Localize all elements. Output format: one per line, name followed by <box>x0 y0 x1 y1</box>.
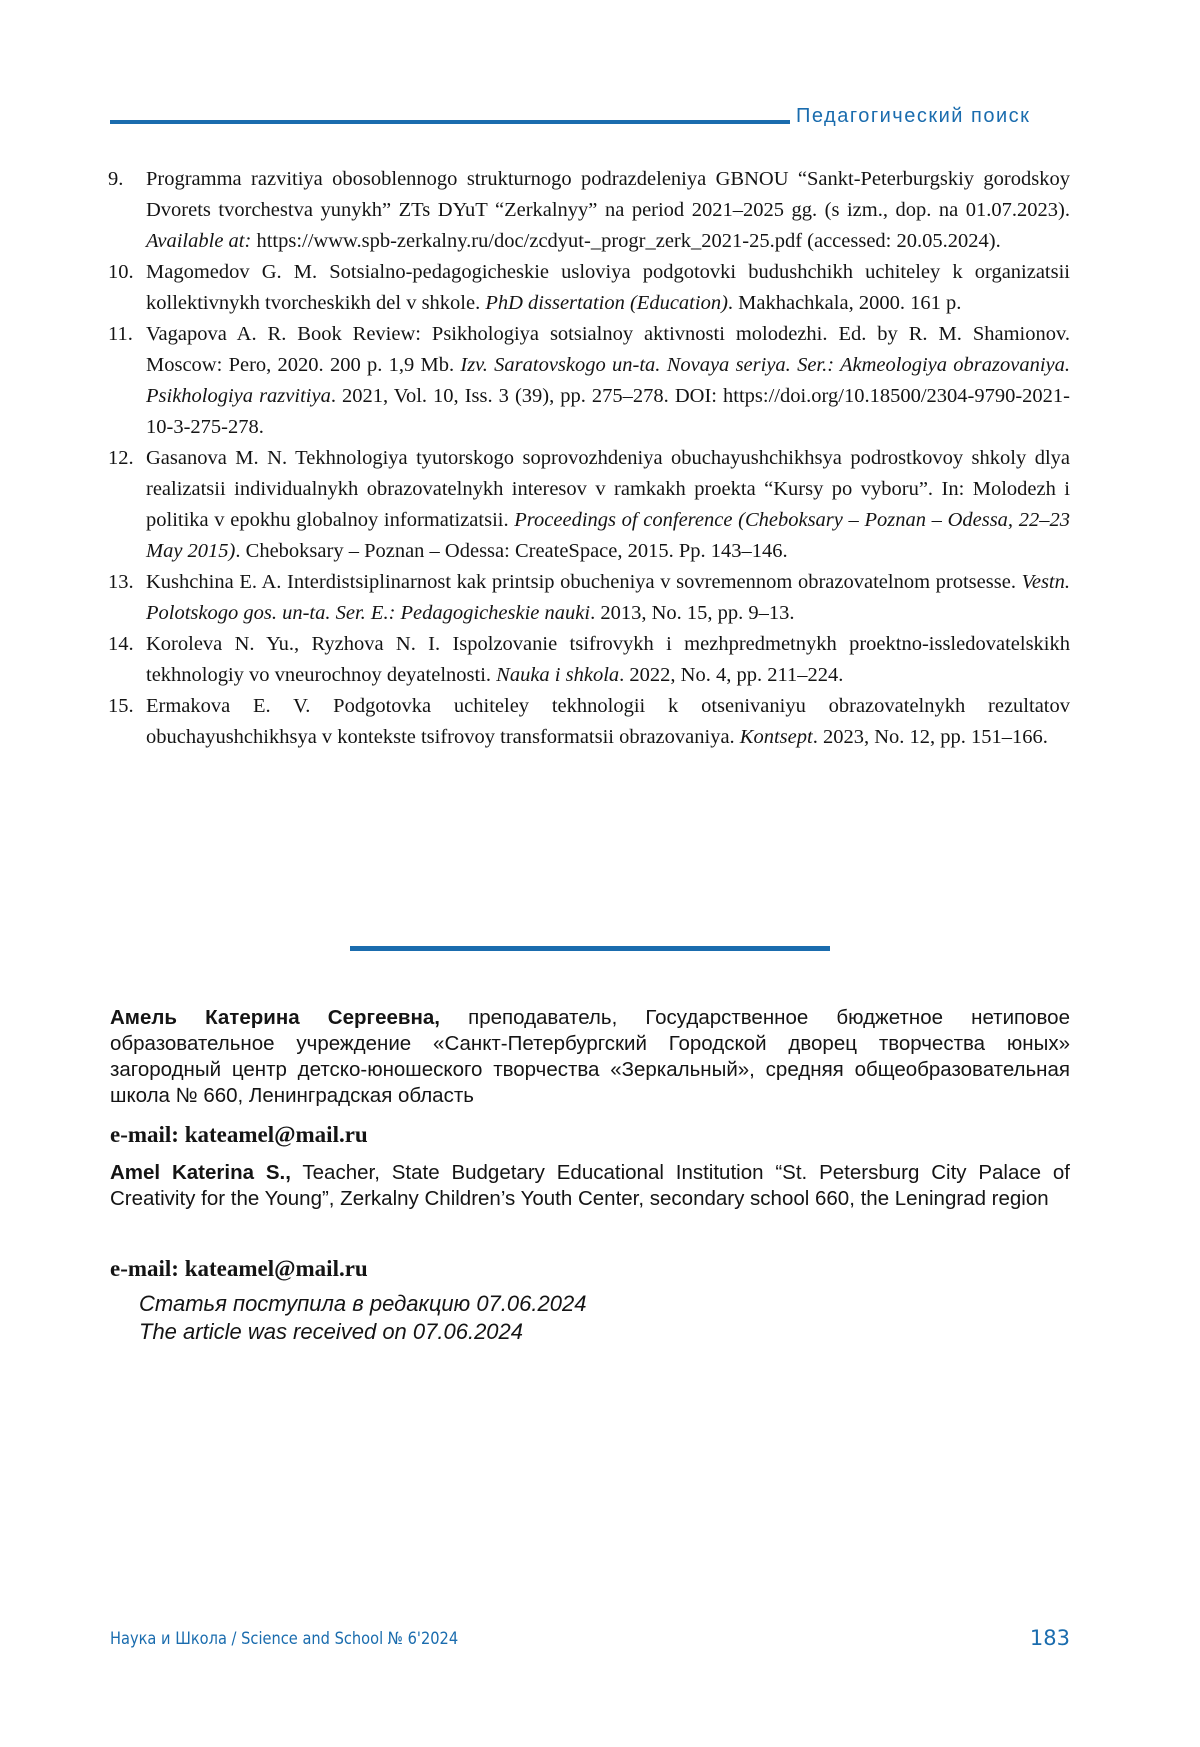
reference-text-part: . Cheboksary – Poznan – Odessa: CreateSpace, 2015. Pp. 143–146. <box>235 540 788 562</box>
footer-journal-title: Наука и Школа / Science and School № 6'2024 <box>110 1629 459 1649</box>
reference-text-part: . Makhachkala, 2000. 161 p. <box>727 292 962 314</box>
reference-text-part: Kushchina E. A. Interdistsiplinarnost kak printsip obucheniya v sovremennom obrazovatelnom protsesse. <box>146 571 1022 593</box>
received-date-en: The article was received on 07.06.2024 <box>139 1319 524 1344</box>
reference-text-part: https://www.spb-zerkalny.ru/doc/zcdyut-_progr_zerk_2021-25.pdf (accessed: 20.05.2024). <box>251 230 1001 252</box>
reference-text-part: Magomedov G. M. Sotsialno-pedagogicheskie usloviya podgotovki budushchikh uchiteley k organizatsii kollektivnykh tvorcheskikh del v shkole. <box>146 261 1070 314</box>
reference-text-part: Programma razvitiya obosoblennogo strukturnogo podrazdeleniya GBNOU “Sankt-Peterburgskiy gorodskoy Dvorets tvorchestva yunykh” ZTs DYuT “Zerkalnyy” na period 2021–2025 gg. (s izm., dop. na 01.07.2023). <box>146 168 1070 221</box>
running-header-journal: Педагогический поиск <box>796 105 1031 127</box>
reference-item <box>108 319 1070 443</box>
reference-number: 12. <box>108 447 134 469</box>
reference-text <box>146 629 1070 691</box>
reference-source-title: PhD dissertation (Education) <box>485 292 728 314</box>
reference-text <box>146 319 1070 443</box>
reference-text <box>146 443 1070 567</box>
reference-text-part: . 2023, No. 12, pp. 151–166. <box>812 726 1048 748</box>
reference-text-part: . 2022, No. 4, pp. 211–224. <box>619 664 844 686</box>
reference-text-part: Ermakova E. V. Podgotovka uchiteley tekhnologii k otsenivaniyu obrazovatelnykh rezultatov obuchayushchikhsya v kontekste tsifrovoy transformatsii obrazovaniya. <box>146 695 1070 748</box>
reference-source-title: Proceedings of conference (Cheboksary – Poznan – Odessa, 22–23 May 2015) <box>146 509 1070 562</box>
page-number: 183 <box>1029 1626 1070 1650</box>
reference-text-part: Koroleva N. Yu., Ryzhova N. I. Ispolzovanie tsifrovykh i mezhpredmetnykh proektno-issledovatelskikh tekhnologiy vo vneurochnoy deyatelnosti. <box>146 633 1070 686</box>
reference-item <box>108 567 1070 629</box>
author-email-en: e-mail: kateamel@mail.ru <box>110 1256 368 1281</box>
reference-source-title: Nauka i shkola <box>496 664 620 686</box>
reference-source-title: Vestn. Polotskogo gos. un-ta. Ser. E.: Pedagogicheskie nauki <box>146 571 1070 624</box>
reference-item <box>108 443 1070 567</box>
reference-text <box>146 567 1070 629</box>
reference-list <box>108 164 1070 753</box>
author-affiliation-en: Teacher, State Budgetary Educational Institution “St. Petersburg City Palace of Creativity for the Young”, Zerkalny Children’s Youth Center, secondary school 660, the Leningrad region <box>110 1161 1070 1210</box>
reference-number: 15. <box>108 695 134 717</box>
author-affiliation-ru: преподаватель, Государственное бюджетное нетиповое образовательное учреждение «Санкт-Петербургский Городской дворец творчества юных» загородный центр детско-юношеского творчества «Зеркальный», средняя общеобразовательная школа № 660, Ленинградская область <box>110 1006 1070 1107</box>
author-email-ru: e-mail: kateamel@mail.ru <box>110 1122 368 1147</box>
section-divider <box>350 946 830 951</box>
reference-number: 10. <box>108 261 134 283</box>
reference-text <box>146 164 1070 257</box>
author-info-en <box>110 1160 1070 1212</box>
author-name-en: Amel Katerina S., <box>110 1161 291 1184</box>
received-date-block <box>139 1290 586 1346</box>
reference-item <box>108 629 1070 691</box>
author-info-ru <box>110 1005 1070 1109</box>
reference-source-title: Kontsept <box>739 726 813 748</box>
reference-text <box>146 257 1070 319</box>
reference-number: 11. <box>108 323 133 345</box>
reference-item <box>108 691 1070 753</box>
reference-source-title: Available at: <box>146 230 252 252</box>
reference-number: 13. <box>108 571 134 593</box>
reference-text-part: . 2013, No. 15, pp. 9–13. <box>590 602 795 624</box>
reference-source-title: Izv. Saratovskogo un-ta. Novaya seriya. Ser.: Akmeologiya obrazovaniya. Psikhologiya razvitiya <box>146 354 1070 407</box>
reference-text-part: Gasanova M. N. Tekhnologiya tyutorskogo soprovozhdeniya obuchayushchikhsya podrostkovoy shkoly dlya realizatsii individualnykh obrazovatelnykh interesov v ramkakh proekta “Kursy po vyboru”. In: Molodezh i politika v epokhu globalnoy informatizatsii. <box>146 447 1070 531</box>
author-name-ru: Амель Катерина Сергеевна, <box>110 1006 440 1029</box>
reference-number: 9. <box>108 168 124 190</box>
reference-item <box>108 257 1070 319</box>
header-rule <box>110 120 790 124</box>
reference-text-part: . 2021, Vol. 10, Iss. 3 (39), pp. 275–278. DOI: https://doi.org/10.18500/2304-9790-2021-10-3-275-278. <box>146 385 1070 438</box>
received-date-ru: Статья поступила в редакцию 07.06.2024 <box>139 1291 587 1316</box>
reference-text <box>146 691 1070 753</box>
reference-item <box>108 164 1070 257</box>
reference-text-part: Vagapova A. R. Book Review: Psikhologiya sotsialnoy aktivnosti molodezhi. Ed. by R. M. Shamionov. Moscow: Pero, 2020. 200 p. 1,9 Mb. <box>146 323 1070 376</box>
reference-number: 14. <box>108 633 134 655</box>
